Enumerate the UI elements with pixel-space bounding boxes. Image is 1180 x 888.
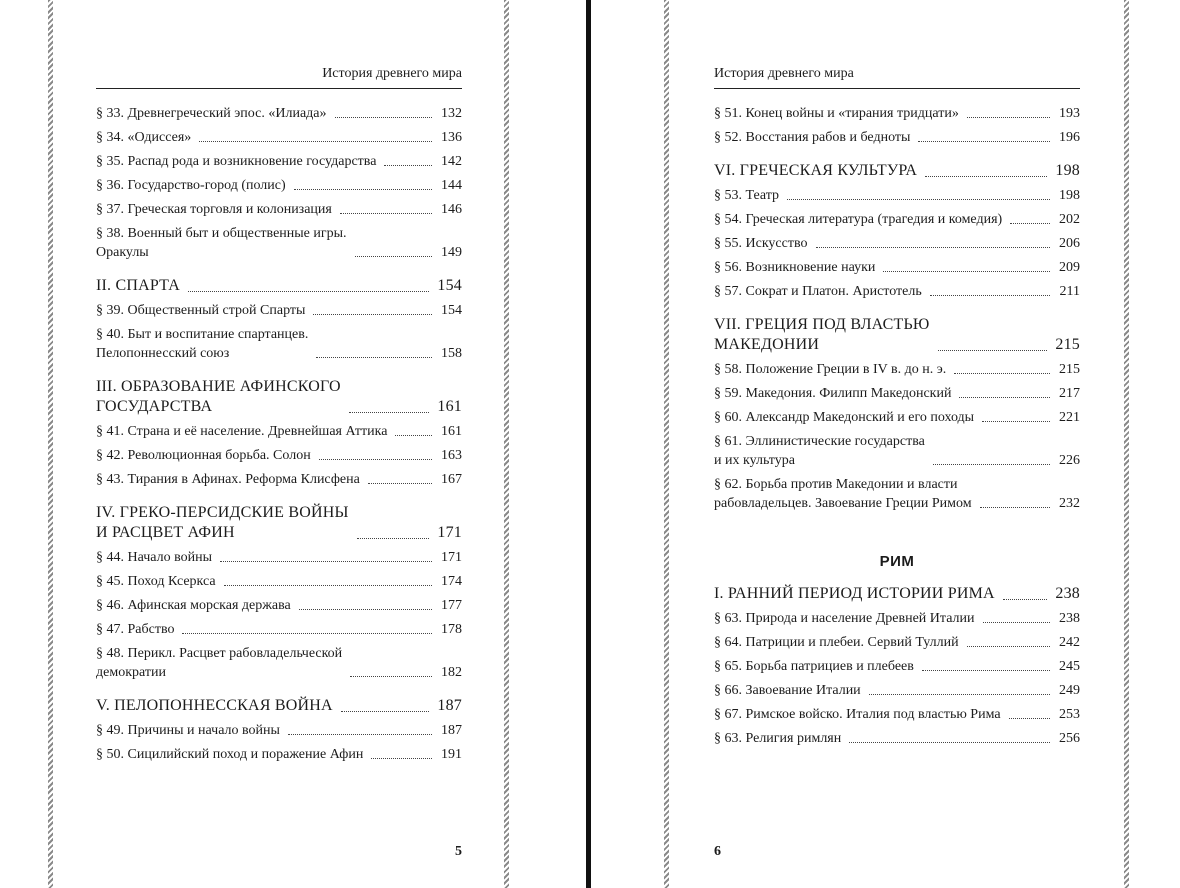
toc-entry-title: § 43. Тирания в Афинах. Реформа Клисфена — [96, 472, 360, 487]
toc-entry-title: VI. ГРЕЧЕСКАЯ КУЛЬТУРА — [714, 162, 918, 179]
dot-leader — [816, 247, 1051, 248]
toc-entry-title: § 56. Возникновение науки — [714, 260, 876, 275]
toc-item[interactable] — [714, 128, 1080, 147]
toc-page-number: 154 — [441, 303, 462, 318]
toc-item[interactable] — [714, 384, 1080, 403]
toc-page-number: 242 — [1059, 635, 1080, 650]
toc-page-number: 187 — [441, 723, 462, 738]
toc-entry-title: III. ОБРАЗОВАНИЕ АФИНСКОГО ГОСУДАРСТВА — [96, 378, 341, 415]
dot-leader — [357, 538, 430, 539]
toc-page-number: 182 — [441, 665, 462, 680]
toc-page-number: 238 — [1059, 611, 1080, 626]
toc-chapter[interactable] — [96, 276, 462, 296]
toc-entry-title: § 66. Завоевание Италии — [714, 683, 861, 698]
toc-item[interactable] — [714, 475, 1080, 513]
toc-entry-title: § 47. Рабство — [96, 622, 175, 637]
dot-leader — [925, 176, 1047, 177]
toc-entry-title: § 42. Революционная борьба. Солон — [96, 448, 311, 463]
toc-page-number: 202 — [1059, 212, 1080, 227]
dot-leader — [1003, 599, 1048, 600]
toc-entry-title: § 51. Конец войны и «тирания тридцати» — [714, 106, 959, 121]
toc-page-number: 209 — [1059, 260, 1080, 275]
dot-leader — [930, 295, 1050, 296]
toc-entry-title: I. РАННИЙ ПЕРИОД ИСТОРИИ РИМА — [714, 585, 995, 602]
dot-leader — [1009, 718, 1050, 719]
toc-entry-title: § 63. Религия римлян — [714, 731, 842, 746]
toc-entry-title: § 64. Патриции и плебеи. Сервий Туллий — [714, 635, 959, 650]
toc-page-number: 132 — [441, 106, 462, 121]
toc-chapter[interactable] — [96, 503, 462, 543]
toc-item[interactable] — [96, 128, 462, 147]
dot-leader — [787, 199, 1050, 200]
toc-item[interactable] — [714, 104, 1080, 123]
toc-entry-title: § 35. Распад рода и возникновение государства — [96, 154, 377, 169]
toc-entry-title: § 45. Поход Ксеркса — [96, 574, 216, 589]
dot-leader — [294, 189, 432, 190]
dot-leader — [371, 758, 432, 759]
toc-entry-title: § 38. Военный быт и общественные игры. Оракулы — [96, 226, 347, 260]
toc-chapter[interactable] — [96, 377, 462, 417]
toc-page-number: 174 — [441, 574, 462, 589]
dot-leader — [188, 291, 429, 292]
toc-item[interactable] — [96, 572, 462, 591]
toc-entry-title: § 40. Быт и воспитание спартанцев. Пелопоннесский союз — [96, 327, 309, 361]
toc-entry-title: § 55. Искусство — [714, 236, 808, 251]
toc-page-number: 167 — [441, 472, 462, 487]
toc-entry-title: § 41. Страна и её население. Древнейшая Аттика — [96, 424, 388, 439]
toc-page-number: 217 — [1059, 386, 1080, 401]
toc-page-number: 211 — [1059, 284, 1080, 299]
toc-item[interactable] — [714, 186, 1080, 205]
toc-entry-title: § 39. Общественный строй Спарты — [96, 303, 306, 318]
left-page-edge — [48, 0, 53, 888]
dot-leader — [313, 314, 432, 315]
toc-page-number: 198 — [1055, 162, 1080, 179]
toc-page-number: 193 — [1059, 106, 1080, 121]
toc-entry-title: § 48. Перикл. Расцвет рабовладельческой демократии — [96, 646, 343, 680]
toc-entry-title: § 54. Греческая литература (трагедия и комедия) — [714, 212, 1003, 227]
toc-page-number: 256 — [1059, 731, 1080, 746]
dot-leader — [224, 585, 432, 586]
dot-leader — [967, 117, 1050, 118]
toc-entry-title: IV. ГРЕКО-ПЕРСИДСКИЕ ВОЙНЫ И РАСЦВЕТ АФИН — [96, 504, 349, 541]
toc-item[interactable] — [714, 258, 1080, 277]
left-page — [96, 0, 462, 888]
page-number: 6 — [714, 844, 721, 859]
toc-item[interactable] — [96, 548, 462, 567]
toc-entry-title: § 44. Начало войны — [96, 550, 213, 565]
toc-item[interactable] — [714, 234, 1080, 253]
toc-item[interactable] — [96, 470, 462, 489]
book-gutter — [586, 0, 591, 888]
toc-item[interactable] — [96, 644, 462, 682]
toc-entry-title: § 62. Борьба против Македонии и власти рабовладельцев. Завоевание Греции Римом — [714, 477, 972, 511]
toc-page-number: 154 — [437, 277, 462, 294]
toc-page-number: 232 — [1059, 496, 1080, 511]
dot-leader — [983, 622, 1050, 623]
dot-leader — [918, 141, 1050, 142]
right-page-inner-edge — [664, 0, 669, 888]
toc-list — [714, 104, 1080, 753]
toc-item[interactable] — [714, 408, 1080, 427]
toc-entry-title: § 58. Положение Греции в IV в. до н. э. — [714, 362, 947, 377]
toc-page-number: 144 — [441, 178, 462, 193]
dot-leader — [350, 676, 432, 677]
dot-leader — [980, 507, 1050, 508]
dot-leader — [335, 117, 433, 118]
toc-chapter[interactable] — [96, 696, 462, 716]
dot-leader — [922, 670, 1050, 671]
toc-page-number: 196 — [1059, 130, 1080, 145]
toc-page-number: 191 — [441, 747, 462, 762]
page-number: 5 — [455, 844, 462, 859]
toc-item[interactable] — [96, 446, 462, 465]
toc-entry-title: § 60. Александр Македонский и его походы — [714, 410, 975, 425]
dot-leader — [954, 373, 1050, 374]
toc-item[interactable] — [714, 432, 1080, 470]
toc-page-number: 163 — [441, 448, 462, 463]
toc-item[interactable] — [714, 210, 1080, 229]
toc-entry-title: VII. ГРЕЦИЯ ПОД ВЛАСТЬЮ МАКЕДОНИИ — [714, 316, 930, 353]
toc-page-number: 253 — [1059, 707, 1080, 722]
toc-page-number: 146 — [441, 202, 462, 217]
part-heading: РИМ — [879, 553, 915, 570]
toc-entry-title: V. ПЕЛОПОННЕССКАЯ ВОЙНА — [96, 697, 333, 714]
dot-leader — [199, 141, 432, 142]
toc-item[interactable] — [96, 152, 462, 171]
toc-item[interactable] — [96, 721, 462, 740]
toc-page-number: 158 — [441, 346, 462, 361]
toc-page-number: 221 — [1059, 410, 1080, 425]
dot-leader — [355, 256, 432, 257]
toc-page-number: 177 — [441, 598, 462, 613]
toc-page-number: 142 — [441, 154, 462, 169]
toc-item[interactable] — [96, 422, 462, 441]
toc-item[interactable] — [714, 360, 1080, 379]
dot-leader — [340, 213, 432, 214]
toc-entry-title: § 53. Театр — [714, 188, 780, 203]
dot-leader — [1010, 223, 1050, 224]
dot-leader — [316, 357, 432, 358]
dot-leader — [349, 412, 430, 413]
dot-leader — [319, 459, 432, 460]
toc-page-number: 149 — [441, 245, 462, 260]
toc-entry-title: § 57. Сократ и Платон. Аристотель — [714, 284, 922, 299]
toc-item[interactable] — [96, 596, 462, 615]
toc-item[interactable] — [714, 705, 1080, 724]
toc-page-number: 161 — [441, 424, 462, 439]
dot-leader — [849, 742, 1050, 743]
toc-entry-title: § 67. Римское войско. Италия под властью Рима — [714, 707, 1001, 722]
toc-item[interactable] — [96, 745, 462, 764]
dot-leader — [933, 464, 1050, 465]
toc-entry-title: § 49. Причины и начало войны — [96, 723, 280, 738]
toc-item[interactable] — [714, 282, 1080, 301]
toc-page-number: 206 — [1059, 236, 1080, 251]
dot-leader — [982, 421, 1050, 422]
toc-page-number: 215 — [1055, 336, 1080, 353]
toc-item[interactable] — [96, 176, 462, 195]
dot-leader — [395, 435, 432, 436]
toc-chapter[interactable] — [714, 161, 1080, 181]
right-page-edge — [1124, 0, 1129, 888]
toc-entry-title: § 34. «Одиссея» — [96, 130, 192, 145]
toc-page-number: 238 — [1055, 585, 1080, 602]
toc-entry-title: § 46. Афинская морская держава — [96, 598, 291, 613]
dot-leader — [967, 646, 1050, 647]
toc-item[interactable] — [96, 104, 462, 123]
dot-leader — [299, 609, 432, 610]
toc-page-number: 171 — [441, 550, 462, 565]
toc-page-number: 178 — [441, 622, 462, 637]
dot-leader — [341, 711, 430, 712]
toc-item[interactable] — [96, 224, 462, 262]
dot-leader — [384, 165, 432, 166]
toc-page-number: 249 — [1059, 683, 1080, 698]
left-page-inner-edge — [504, 0, 509, 888]
toc-item[interactable] — [714, 657, 1080, 676]
toc-entry-title: § 36. Государство-город (полис) — [96, 178, 286, 193]
toc-chapter[interactable] — [714, 584, 1080, 604]
toc-page-number: 226 — [1059, 453, 1080, 468]
toc-page-number: 215 — [1059, 362, 1080, 377]
toc-chapter[interactable] — [714, 315, 1080, 355]
toc-page-number: 171 — [437, 524, 462, 541]
toc-page-number: 187 — [437, 697, 462, 714]
dot-leader — [959, 397, 1050, 398]
toc-list — [96, 104, 462, 769]
dot-leader — [288, 734, 432, 735]
toc-item[interactable] — [96, 620, 462, 639]
dot-leader — [182, 633, 432, 634]
toc-item[interactable] — [714, 609, 1080, 628]
toc-page-number: 198 — [1059, 188, 1080, 203]
toc-item[interactable] — [96, 200, 462, 219]
dot-leader — [883, 271, 1050, 272]
toc-item[interactable] — [96, 325, 462, 363]
toc-entry-title: § 59. Македония. Филипп Македонский — [714, 386, 952, 401]
toc-entry-title: II. СПАРТА — [96, 277, 181, 294]
toc-entry-title: § 37. Греческая торговля и колонизация — [96, 202, 332, 217]
toc-item[interactable] — [96, 301, 462, 320]
toc-entry-title: § 50. Сицилийский поход и поражение Афин — [96, 747, 364, 762]
toc-entry-title: § 61. Эллинистические государства и их культура — [714, 434, 925, 468]
right-page — [714, 0, 1080, 888]
toc-item[interactable] — [714, 729, 1080, 748]
toc-page-number: 161 — [437, 398, 462, 415]
toc-entry-title: § 63. Природа и население Древней Италии — [714, 611, 975, 626]
toc-item[interactable] — [714, 633, 1080, 652]
toc-item[interactable] — [714, 681, 1080, 700]
dot-leader — [220, 561, 432, 562]
toc-entry-title: § 33. Древнегреческий эпос. «Илиада» — [96, 106, 327, 121]
toc-page-number: 245 — [1059, 659, 1080, 674]
dot-leader — [938, 350, 1048, 351]
running-head: История древнего мира — [714, 64, 1080, 89]
running-head: История древнего мира — [96, 64, 462, 89]
dot-leader — [869, 694, 1050, 695]
dot-leader — [368, 483, 432, 484]
toc-entry-title: § 65. Борьба патрициев и плебеев — [714, 659, 914, 674]
toc-entry-title: § 52. Восстания рабов и бедноты — [714, 130, 911, 145]
toc-page-number: 136 — [441, 130, 462, 145]
